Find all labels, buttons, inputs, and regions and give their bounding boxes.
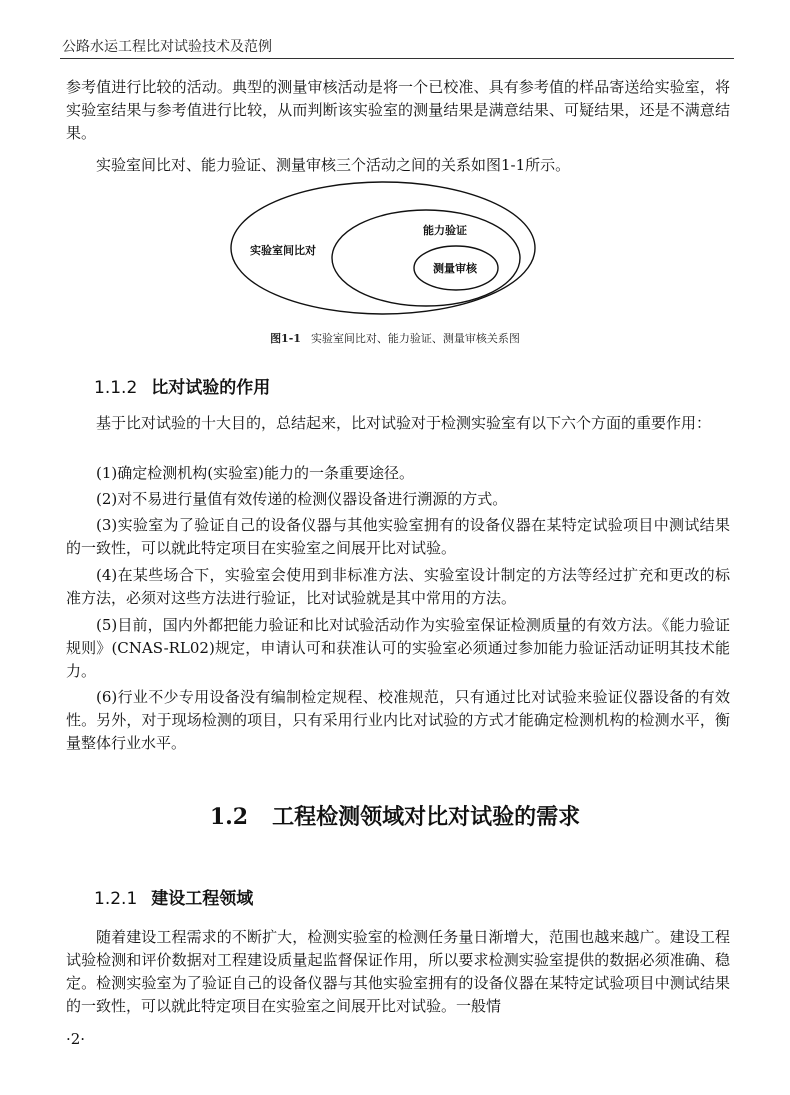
list-item-5: (5)目前，国内外都把能力验证和比对试验活动作为实验室保证检测质量的有效方法。《能力验证规则》(CNAS-RL02)规定，申请认可和获准认可的实验室必须通过参加能力验证活动证明其技术能力。 xyxy=(66,616,730,680)
list-item-6: (6)行业不少专用设备没有编制检定规程、校准规范，只有通过比对试验来验证仪器设备的有效性。另外，对于现场检测的项目，只有采用行业内比对试验的方式才能确定检测机构的检测水平，衡量整体行业水平。 xyxy=(66,688,730,752)
list-item-2: (2)对不易进行量值有效传递的检测仪器设备进行溯源的方式。 xyxy=(96,490,508,508)
section-heading-1-2 xyxy=(0,800,790,831)
section-1-2-1-paragraph: 随着建设工程需求的不断扩大，检测实验室的检测任务量日渐增大，范围也越来越广。建设工程试验检测和评价数据对工程建设质量起监督保证作用，所以要求检测实验室提供的数据必须准确、稳定。检测实验室为了验证自己的设备仪器与其他实验室拥有的设备仪器在某特定试验项目中测试结果的一致性，可以就此特定项目在实验室之间展开比对试验。一般情 xyxy=(66,928,730,1015)
figure-caption-text: 实验室间比对、能力验证、测量审核关系图 xyxy=(310,332,520,345)
section-lead-paragraph: 基于比对试验的十大目的，总结起来，比对试验对于检测实验室有以下六个方面的重要作用： xyxy=(96,414,712,432)
running-title: 公路水运工程比对试验技术及范例 xyxy=(62,39,272,55)
inner-label: 测量审核 xyxy=(433,262,477,275)
list-item-4: (4)在某些场合下，实验室会使用到非标准方法、实验室设计制定的方法等经过扩充和更改的标准方法，必须对这些方法进行验证，比对试验就是其中常用的方法。 xyxy=(66,566,730,607)
section-number: 1.2.1 xyxy=(94,889,138,909)
header-rule xyxy=(60,58,734,59)
section-title: 比对试验的作用 xyxy=(151,378,271,398)
middle-label: 能力验证 xyxy=(423,224,467,237)
section-number: 1.2 xyxy=(209,804,249,830)
list-item-1: (1)确定检测机构(实验室)能力的一条重要途径。 xyxy=(96,464,414,482)
intro-paragraph-2: 实验室间比对、能力验证、测量审核三个活动之间的关系如图1-1所示。 xyxy=(96,156,571,174)
section-heading-1-2-1 xyxy=(94,884,253,909)
outer-label: 实验室间比对 xyxy=(250,244,316,257)
page-number: ·2· xyxy=(66,1030,86,1048)
figure-caption xyxy=(0,330,790,346)
section-title: 工程检测领域对比对试验的需求 xyxy=(272,804,581,830)
relationship-diagram xyxy=(228,178,538,318)
section-heading-1-1-2 xyxy=(94,373,270,398)
intro-paragraph-1: 参考值进行比较的活动。典型的测量审核活动是将一个已校准、具有参考值的样品寄送给实验室，将实验室结果与参考值进行比较，从而判断该实验室的测量结果是满意结果、可疑结果，还是不满意结果。 xyxy=(66,78,730,142)
list-item-3: (3)实验室为了验证自己的设备仪器与其他实验室拥有的设备仪器在某特定试验项目中测试结果的一致性，可以就此特定项目在实验室之间展开比对试验。 xyxy=(66,516,730,557)
section-number: 1.1.2 xyxy=(94,378,138,398)
figure-number: 图1-1 xyxy=(270,332,301,345)
section-title: 建设工程领域 xyxy=(151,889,254,909)
